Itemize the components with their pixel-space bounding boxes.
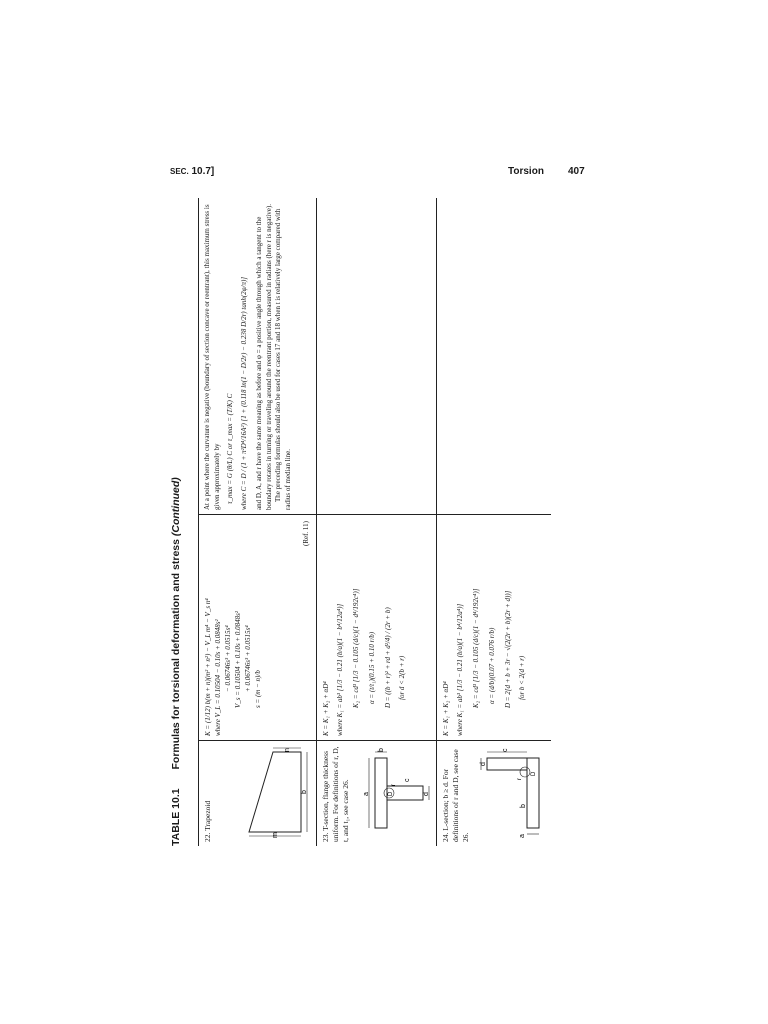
label-b: b (378, 748, 385, 752)
page-number: 407 (568, 166, 585, 177)
table-row (436, 198, 551, 846)
formula-cell (317, 514, 437, 740)
t-section-figure (361, 746, 431, 836)
table-row (316, 198, 437, 846)
formula-line: + 0.06746s³ + 0.0515s⁴ (244, 625, 252, 692)
formula-line: where V_L = 0.10504 − 0.10s + 0.0848s² (214, 619, 222, 736)
formula-line: K₂ = cd³ [1/3 − 0.105 (d/c)(1 − d⁴/192c⁴)] (472, 588, 480, 708)
trapezoid-figure (239, 746, 309, 838)
chapter-title: Torsion (508, 166, 544, 177)
formula-line: for d < 2(b + r) (398, 655, 406, 700)
table-title: TABLE 10.1 Formulas for torsional deformation and stress (Continued) (170, 477, 182, 846)
formula-line: K₂ = cd³ [1/3 − 0.105 (d/c)(1 − d⁴/192c⁴)] (352, 588, 360, 708)
label-r: r (517, 778, 523, 780)
formula-line: D = 2[d + b + 3r − √(2(2r + b)(2r + d))] (504, 590, 512, 708)
note-text: and D, A, and r have the same meaning as before and φ = a positive angle through which a tangent to the boundary rotates in turning or traveling around the reentrant portion, measured in radians (here r is negative). (255, 204, 273, 510)
label-D: D (388, 791, 394, 796)
case-cell (199, 740, 317, 846)
formula-line: V_s = 0.10504 + 0.10s + 0.0848s² (234, 611, 242, 708)
formula-line: K = K₁ + K₂ + αD⁴ (442, 681, 450, 736)
label-n: n (284, 748, 291, 752)
label-r: r (391, 784, 397, 786)
label-c: c (502, 748, 509, 752)
formula-line: − 0.06746s³ + 0.0515s⁴ (224, 625, 232, 692)
label-d: d (423, 792, 430, 796)
label-m: m (272, 832, 279, 838)
note-text: The preceding formulas should also be used for cases 17 and 18 when t is relatively large compared with radius of median line. (274, 208, 292, 510)
case-label: 23. T-section, flange thickness uniform. For definitions of r, D, t, and t₁, see case 26. (321, 746, 350, 842)
note-formula: τ_max = G (θ/L) C or τ_max = (T/K) C (226, 393, 234, 504)
formula-cell (437, 514, 551, 740)
formula-line: K = (1/12) b(m + n)(m² + n²) − V_L m⁴ − V_s n⁴ (204, 598, 212, 736)
reference: (Ref. 11) (302, 521, 310, 547)
formula-line: where K₁ = ab³ [1/3 − 0.21 (b/a)(1 − b⁴/12a⁴)] (336, 603, 344, 736)
case-cell (437, 740, 551, 846)
case-cell (317, 740, 437, 846)
note-formula: where C = D / (1 + π²D⁴/16A²) [1 + (0.118 ln(1 − D/2r) − 0.238 D/2r) tanh(2φ/π)] (239, 276, 248, 510)
formula-cell (199, 514, 317, 740)
section-label: SEC. 10.7] (170, 166, 215, 177)
formula-table (198, 198, 550, 846)
label-d: d (480, 762, 487, 766)
formula-line: α = (d/b)(0.07 + 0.076 r/b) (488, 627, 496, 704)
label-b: b (520, 804, 527, 808)
formula-line: for b < 2(d + r) (518, 655, 526, 700)
table-row (198, 198, 317, 846)
formula-line: s = (m − n)/b (254, 670, 262, 708)
formula-line: α = (t/t₁)(0.15 + 0.10 r/b) (368, 631, 376, 704)
formula-line: K = K₁ + K₂ + αD⁴ (322, 681, 330, 736)
formula-line: D = ((b + r)² + rd + d²/4) / (2r + b) (384, 607, 392, 708)
note-text: At a point where the curvature is negative (boundary of section concave or reentrant), this maximum stress is given approximately by (203, 204, 221, 510)
case-label: 22. Trapezoid (203, 800, 212, 842)
running-head (0, 166, 768, 182)
label-a: a (363, 792, 370, 796)
label-b: b (301, 790, 308, 794)
label-a: a (519, 834, 526, 838)
label-c: c (404, 778, 411, 782)
l-section-figure (477, 746, 547, 838)
label-D: D (531, 771, 537, 776)
rotated-table-page (170, 198, 550, 846)
case-label: 24. L-section; b ≥ d. For definitions of r and D, see case 26. (441, 749, 470, 842)
formula-line: where K₁ = ab³ [1/3 − 0.21 (b/a)(1 − b⁴/12a⁴)] (456, 603, 464, 736)
